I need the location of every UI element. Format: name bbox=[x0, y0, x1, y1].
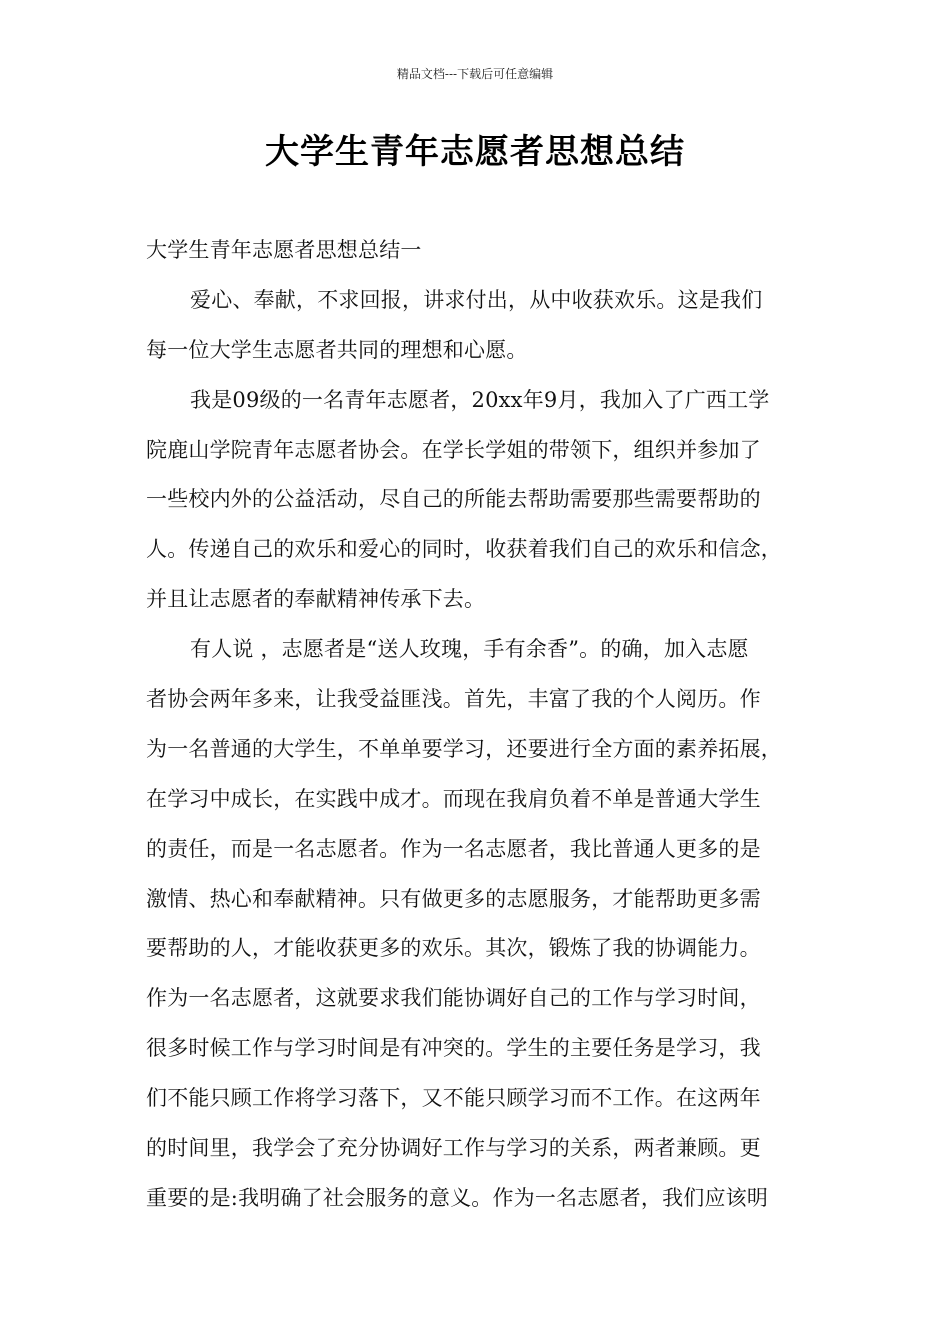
paragraph-line: 每一位大学生志愿者共同的理想和心愿。 bbox=[146, 337, 528, 362]
paragraph-line: 有人说 ，志愿者是“送人玫瑰，手有余香”。的确，加入志愿 bbox=[190, 637, 749, 662]
document-title: 大学生青年志愿者思想总结 bbox=[265, 132, 685, 172]
paragraph-line: 在学习中成长，在实践中成才。而现在我肩负着不单是普通大学生 bbox=[146, 786, 761, 811]
paragraph-line: 人。传递自己的欢乐和爱心的同时，收获着我们自己的欢乐和信念， bbox=[146, 537, 782, 562]
paragraph-line: 为一名普通的大学生，不单单要学习，还要进行全方面的素养拓展， bbox=[146, 736, 782, 761]
paragraph-line: 者协会两年多来，让我受益匪浅。首先，丰富了我的个人阅历。作 bbox=[146, 687, 761, 712]
paragraph-line: 的时间里，我学会了充分协调好工作与学习的关系，两者兼顾。更 bbox=[146, 1136, 761, 1161]
document-body bbox=[146, 226, 822, 1224]
paragraph-line: 作为一名志愿者，这就要求我们能协调好自己的工作与学习时间， bbox=[146, 986, 761, 1011]
paragraph-line: 院鹿山学院青年志愿者协会。在学长学姐的带领下，组织并参加了 bbox=[146, 437, 761, 462]
paragraph-line: 重要的是:我明确了社会服务的意义。作为一名志愿者，我们应该明 bbox=[146, 1185, 769, 1210]
paragraph-line: 我是09级的一名青年志愿者，20xx年9月，我加入了广西工学 bbox=[190, 387, 770, 412]
page-header-note: 精品文档---下载后可任意编辑 bbox=[396, 67, 554, 81]
paragraph-line: 并且让志愿者的奉献精神传承下去。 bbox=[146, 587, 486, 612]
paragraph-line: 一些校内外的公益活动，尽自己的所能去帮助需要那些需要帮助的 bbox=[146, 487, 761, 512]
paragraph-line: 很多时候工作与学习时间是有冲突的。学生的主要任务是学习，我 bbox=[146, 1036, 761, 1061]
paragraph-line: 激情、热心和奉献精神。只有做更多的志愿服务，才能帮助更多需 bbox=[146, 886, 761, 911]
paragraph-line: 爱心、奉献，不求回报，讲求付出，从中收获欢乐。这是我们 bbox=[190, 287, 763, 312]
section-heading: 大学生青年志愿者思想总结一 bbox=[146, 238, 422, 262]
paragraph-line: 们不能只顾工作将学习落下，又不能只顾学习而不工作。在这两年 bbox=[146, 1086, 761, 1111]
paragraph-line: 要帮助的人，才能收获更多的欢乐。其次，锻炼了我的协调能力。 bbox=[146, 936, 761, 961]
paragraph-line: 的责任，而是一名志愿者。作为一名志愿者，我比普通人更多的是 bbox=[146, 836, 761, 861]
